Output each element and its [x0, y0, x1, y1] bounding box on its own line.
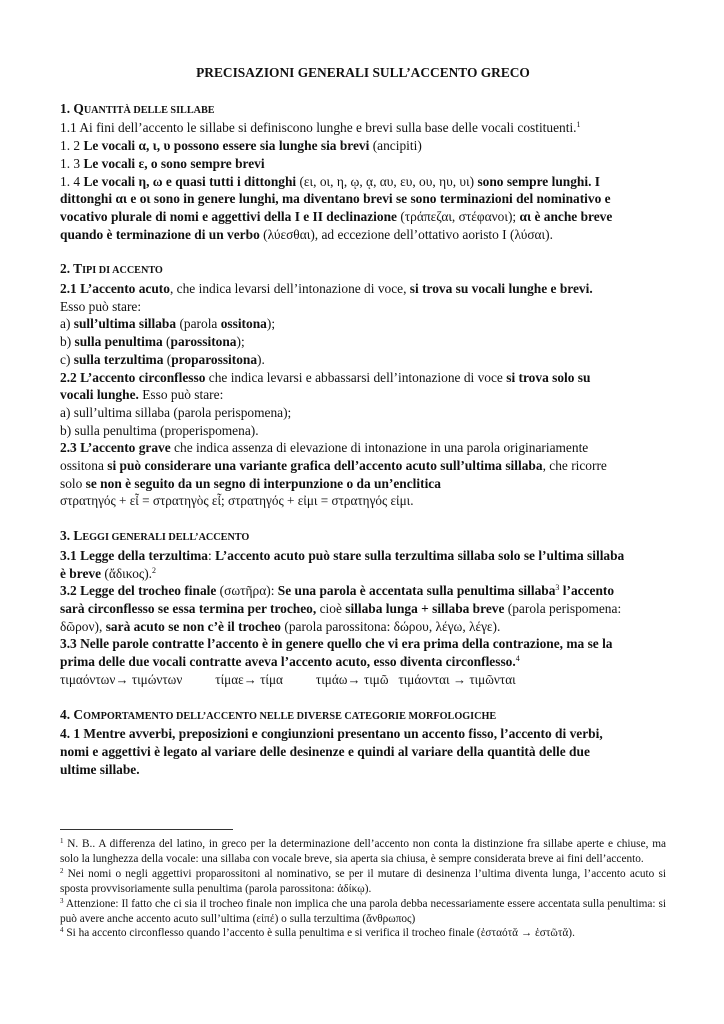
paragraph-1-2	[60, 137, 666, 155]
bold-text: 3.2 Legge del trocheo finale	[60, 583, 217, 599]
heading-text: IPI DI ACCENTO	[82, 265, 163, 277]
paragraph-2-1	[60, 280, 666, 298]
footnote-1	[60, 837, 666, 867]
paragraph-text: (ει, οι, η, ῳ, ᾳ, αυ, ευ, ου, ηυ, υι)	[296, 173, 478, 189]
bold-text: Le vocali η, ω e quasi tutti i dittonghi	[83, 173, 297, 189]
footnote-separator	[60, 829, 233, 830]
footnote-marker: 4	[60, 926, 64, 935]
item-number: 1. 3	[60, 155, 84, 171]
paragraph-1-4-line1	[60, 173, 666, 191]
paragraph-4-1-line2: nomi e aggettivi è legato al variare delle desinenze e quindi al variare della quantità delle due	[60, 743, 590, 759]
bold-text: αι è anche breve	[519, 208, 613, 224]
footnotes	[60, 837, 666, 941]
footnote-text: Si ha accento circonflesso quando l’accento è sulla penultima e si verifica il trocheo finale (ἑσταότᾰ → ἑστῶτᾰ).	[63, 927, 575, 940]
page-title: PRECISAZIONI GENERALI SULL’ACCENTO GRECO	[196, 65, 530, 80]
heading-initial: T	[73, 261, 83, 277]
section-number: 3.	[60, 528, 74, 544]
bold-text: vocativo plurale di nomi e aggettivi della I e II declinazione	[60, 208, 397, 224]
paragraph-2-2-line1	[60, 369, 666, 387]
heading-text: EGGI GENERALI DELL’ACCENTO	[82, 532, 250, 544]
paragraph-text: (ancipiti)	[369, 138, 422, 154]
bold-text: Le vocali α, ι, υ possono essere sia lunghe sia brevi	[83, 138, 370, 154]
section-number: 2.	[60, 261, 74, 277]
paragraph-1-4-line3	[60, 208, 666, 226]
bold-text: l’accento	[559, 583, 615, 599]
list-item-b	[60, 333, 666, 351]
bold-text: L’accento acuto può stare sulla terzultima sillaba solo se l’ultima sillaba	[215, 547, 625, 563]
bold-text: è breve	[60, 565, 102, 581]
paragraph-text: (parola parossitona: δώρου, λέγω, λέγε).	[281, 618, 501, 634]
paragraph-4-1-line3: ultime sillabe.	[60, 761, 140, 777]
paragraph-2-3-line1	[60, 439, 666, 457]
greek-example-enclitic: στρατηγός + εἶ = στρατηγὸς εἶ; στρατηγός + εἰμι = στρατηγός εἰμι.	[60, 493, 414, 509]
list-marker: b)	[60, 334, 75, 350]
footnote-text: N. B.. A differenza del latino, in greco per la determinazione dell’accento non conta la distinzione fra sillabe aperte e chiuse, ma solo la lunghezza della vocale: una sillaba con vocale breve, sia aperta sia chiusa, è sempre considerata breve ai fini dell’accento.	[60, 838, 666, 865]
paragraph-text: 1.1 Ai fini dell’accento le sillabe si definiscono lunghe e brevi sulla base delle vocali costituenti.	[60, 120, 577, 136]
paragraph-text: δῶρον),	[60, 618, 106, 634]
footnote-4	[60, 926, 666, 941]
bold-text: sulla terzultima	[73, 351, 164, 367]
paragraph-text: ossitona	[60, 458, 108, 474]
heading-initial: Q	[73, 100, 84, 116]
paragraph-3-1-line2	[60, 565, 666, 583]
paragraph-text: (σωτῆρα):	[216, 583, 278, 599]
paragraph-text: (	[162, 334, 171, 350]
bold-text: vocali lunghe.	[60, 387, 139, 403]
paragraph-4-1-line1: 4. 1 Mentre avverbi, preposizioni e congiunzioni presentano un accento fisso, l’accento di verbi,	[60, 726, 603, 742]
item-number: 1. 2	[60, 138, 84, 154]
section-2-heading	[60, 260, 666, 280]
footnote-ref-2: 2	[152, 565, 157, 575]
paragraph-text: solo	[60, 475, 86, 491]
bold-text: parossitona	[170, 334, 237, 350]
bold-text: si trova su vocali lunghe e brevi.	[409, 281, 593, 297]
footnote-ref-3: 3	[555, 583, 560, 593]
paragraph-text: , che indica levarsi dell’intonazione di voce,	[169, 281, 410, 297]
paragraph-2-2-line2	[60, 386, 666, 404]
bold-text: prima delle due vocali contratte aveva l’accento acuto, esso diventa circonflesso.	[60, 654, 516, 670]
paragraph-1-4-line2: dittonghi αι e οι sono in genere lunghi, ma diventano brevi se sono terminazioni del nominativo e	[60, 191, 611, 207]
paragraph-3-2-line2	[60, 600, 666, 618]
bold-text: sarà acuto se non c’è il trocheo	[105, 618, 282, 634]
paragraph-3-3-line1: 3.3 Nelle parole contratte l’accento è in genere quello che vi era prima della contrazione, ma se la	[60, 636, 613, 652]
bold-text: quando è terminazione di un verbo	[60, 226, 260, 242]
paragraph-1-1	[60, 119, 666, 137]
paragraph-text: (λύεσθαι), ad eccezione dell’ottativo aoristo I (λύσαι).	[259, 226, 553, 242]
section-1-heading	[60, 100, 666, 120]
heading-text: UANTITÀ DELLE SILLABE	[83, 104, 215, 116]
bold-text: Se una parola è accentata sulla penultima sillaba	[277, 583, 556, 599]
bold-text: proparossitona	[171, 351, 258, 367]
list-item-2-2-b: b) sulla penultima (properispomena).	[60, 422, 259, 438]
heading-text: OMPORTAMENTO DELL’ACCENTO NELLE DIVERSE CATEGORIE MORFOLOGICHE	[83, 710, 497, 722]
bold-text: sulla penultima	[74, 334, 163, 350]
bold-text: si può considerare una variante grafica dell’accento acuto sull’ultima sillaba	[107, 458, 543, 474]
paragraph-1-4-line4	[60, 226, 666, 244]
footnote-marker: 1	[60, 837, 64, 845]
paragraph-text: (τράπεζαι, στέφανοι);	[396, 208, 520, 224]
paragraph-3-3-line2	[60, 653, 666, 671]
paragraph-2-1-intro: Esso può stare:	[60, 298, 142, 314]
paragraph-text: , che ricorre	[542, 458, 607, 474]
bold-text: 2.2 L’accento circonflesso	[60, 369, 206, 385]
paragraph-text: (parola	[176, 316, 221, 332]
greek-example-contraction: τιμαόντων→ τιμώντων τίμαε→ τίμα τιμάω→ τιμῶ τιμάονται → τιμῶνται	[60, 671, 516, 687]
paragraph-text: che indica levarsi e abbassarsi dell’intonazione di voce	[205, 369, 507, 385]
paragraph-text: (ἄδικος).	[101, 565, 153, 581]
bold-text: se non è seguito da un segno di interpunzione o da un’enclitica	[85, 475, 441, 491]
footnote-ref-1: 1	[576, 120, 581, 130]
paragraph-text: ).	[257, 351, 265, 367]
footnote-text: Nei nomi o negli aggettivi proparossitoni al nominativo, se per il mutare di desinenza l’ultima diventa lunga, l’accento acuto si sposta provvisoriamente sulla penultima (parola parossitona: ἀδίκῳ).	[60, 867, 666, 895]
section-3-heading	[60, 527, 666, 547]
bold-text: sarà circonflesso se essa termina per trocheo,	[60, 600, 317, 616]
paragraph-text: );	[266, 316, 276, 332]
bold-text: 2.3 L’accento grave	[60, 440, 171, 456]
heading-initial: C	[73, 706, 84, 722]
paragraph-text: Esso può stare:	[138, 387, 224, 403]
bold-text: Le vocali ε, ο sono sempre brevi	[83, 155, 265, 171]
footnote-text: Attenzione: Il fatto che ci sia il trocheo finale non implica che una parola debba necessariamente essere accentata sulla penultima: si può avere anche accento acuto sull’ultima (εἰπέ) o sulla terzultima (ἄνθρωπος)	[60, 897, 666, 925]
footnote-3	[60, 897, 666, 927]
paragraph-1-3	[60, 155, 666, 173]
list-marker: c)	[60, 351, 74, 367]
section-4-heading	[60, 706, 666, 726]
heading-initial: L	[73, 528, 83, 544]
footnote-2	[60, 867, 666, 897]
paragraph-text: (parola perispomena:	[504, 600, 622, 616]
bold-text: si trova solo su	[506, 369, 591, 385]
list-item-c	[60, 351, 666, 369]
paragraph-text: cioè	[316, 600, 346, 616]
bold-text: 2.1 L’accento acuto	[60, 281, 170, 297]
document-body	[60, 64, 666, 778]
paragraph-2-3-line3	[60, 475, 666, 493]
list-item-2-2-a: a) sull’ultima sillaba (parola perispomena);	[60, 404, 292, 420]
bold-text: sono sempre lunghi. I	[477, 173, 600, 189]
list-marker: a)	[60, 316, 74, 332]
paragraph-3-2-line3	[60, 618, 666, 636]
paragraph-text: );	[236, 334, 245, 350]
footnote-marker: 3	[60, 896, 64, 905]
bold-text: 3.1 Legge della terzultima	[60, 547, 209, 563]
footnote-ref-4: 4	[515, 654, 520, 664]
paragraph-text: (	[163, 351, 172, 367]
footnote-marker: 2	[60, 866, 64, 875]
section-number: 1.	[60, 100, 74, 116]
bold-text: sillaba lunga + sillaba breve	[345, 600, 505, 616]
section-number: 4.	[60, 706, 74, 722]
paragraph-text: che indica assenza di elevazione di intonazione in una parola originariamente	[170, 440, 589, 456]
paragraph-3-1-line1	[60, 547, 666, 565]
paragraph-text: :	[208, 547, 216, 563]
bold-text: sull’ultima sillaba	[73, 316, 177, 332]
bold-text: ossitona	[220, 316, 267, 332]
list-item-a	[60, 315, 666, 333]
item-number: 1. 4	[60, 173, 84, 189]
paragraph-3-2-line1	[60, 582, 666, 600]
paragraph-2-3-line2	[60, 457, 666, 475]
